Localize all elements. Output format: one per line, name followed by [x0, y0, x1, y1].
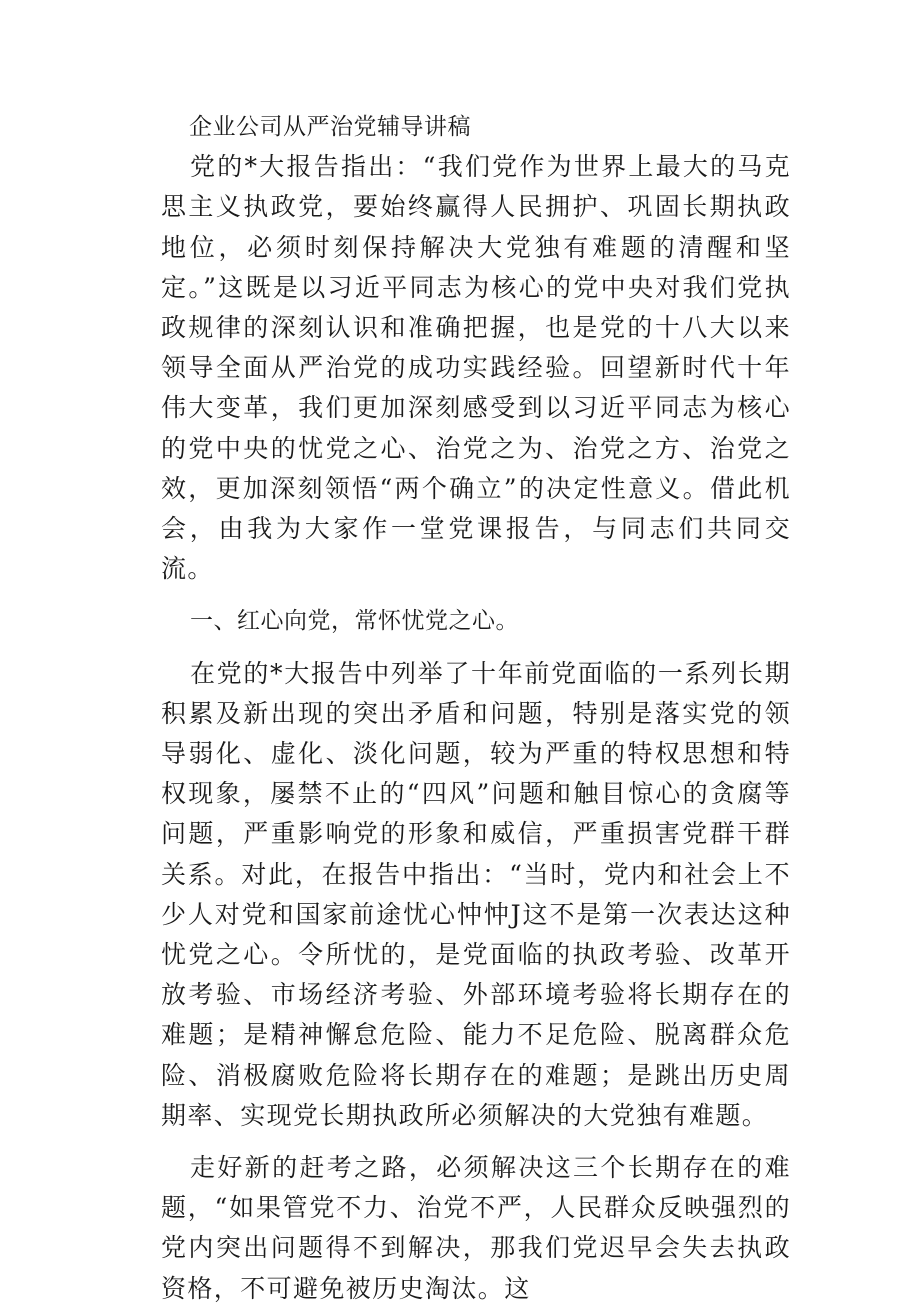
paragraph-exam-road: 走好新的赶考之路，必须解决这三个长期存在的难题，“如果管党不力、治党不严，人民群众反映强烈的党内突出问题得不到解决，那我们党迟早会失去执政资格，不可避免被历史淘汰。这	[161, 1153, 791, 1303]
paragraph-intro: 党的*大报告指出：“我们党作为世界上最大的马克思主义执政党，要始终赢得人民拥护、巩固长期执政地位，必须时刻保持解决大党独有难题的清醒和坚定。”这既是以习近平同志为核心的党中央对我们党执政规律的深刻认识和准确把握，也是党的十八大以来领导全面从严治党的成功实践经验。回望新时代十年伟大变革，我们更加深刻感受到以习近平同志为核心的党中央的忧党之心、治党之为、治党之方、治党之效，更加深刻领悟“两个确立”的决定性意义。借此机会，由我为大家作一堂党课报告，与同志们共同交流。	[161, 152, 791, 584]
paragraph-worry: 在党的*大报告中列举了十年前党面临的一系列长期积累及新出现的突出矛盾和问题，特别是落实党的领导弱化、虚化、淡化问题，较为严重的特权思想和特权现象，屡禁不止的“四风”问题和触目惊心的贪腐等问题，严重影响党的形象和威信，严重损害党群干群关系。对此，在报告中指出：“当时，党内和社会上不少人对党和国家前途忧心忡忡J这不是第一次表达这种忧党之心。令所忧的，是党面临的执政考验、改革开放考验、市场经济考验、外部环境考验将长期存在的难题；是精神懈怠危险、能力不足危险、脱离群众危险、消极腐败危险将长期存在的难题；是跳出历史周期率、实现党长期执政所必须解决的大党独有难题。	[161, 658, 791, 1130]
document-title: 企业公司从严治党辅导讲稿	[189, 114, 471, 140]
document-body	[161, 107, 791, 1309]
section-heading-1: 一、红心向党，常怀忧党之心。	[190, 608, 519, 635]
